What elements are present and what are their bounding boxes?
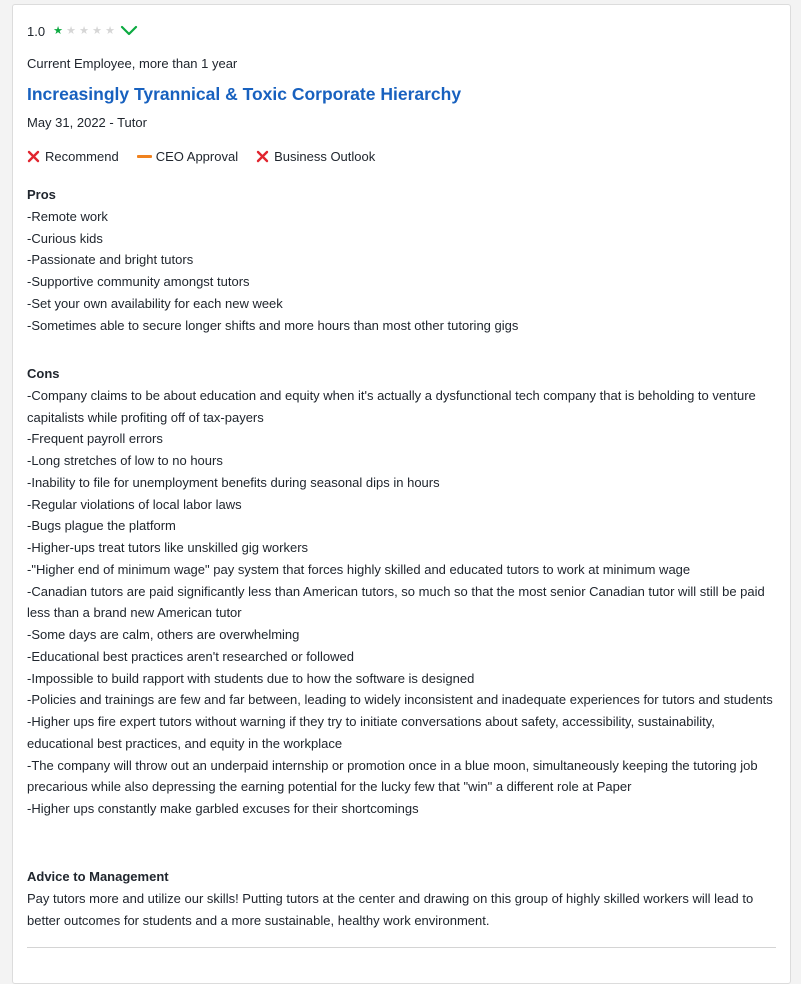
rating-row: [27, 22, 138, 40]
indicator-business-outlook: [256, 149, 375, 164]
list-item: -Long stretches of low to no hours: [27, 453, 223, 468]
indicator-label: CEO Approval: [155, 149, 239, 164]
star-rating: [52, 26, 116, 37]
indicator-ceo-approval: [137, 149, 238, 164]
pros-heading: Pros: [27, 187, 56, 202]
list-item: -Educational best practices aren't researched or followed: [27, 648, 354, 664]
pros-section: [27, 184, 776, 336]
review-title[interactable]: Increasingly Tyrannical & Toxic Corporate Hierarchy: [27, 84, 462, 104]
list-item: -Policies and trainings are few and far between, leading to widely inconsistent and inadequate experiences for tutors and students: [27, 692, 773, 708]
advice-text: Pay tutors more and utilize our skills! Putting tutors at the center and drawing on this group of highly skilled workers will lead to better outcomes for students and a more sustainable, healthy work environment.: [27, 890, 754, 928]
x-icon: [27, 150, 40, 163]
list-item: -"Higher end of minimum wage" pay system that forces highly skilled and educated tutors to work at minimum wage: [27, 561, 691, 577]
list-item: -Remote work: [27, 208, 108, 224]
list-item: -Regular violations of local labor laws: [27, 496, 242, 512]
star-icon: ★: [66, 24, 77, 37]
advice-section: [27, 866, 776, 931]
list-item: -Canadian tutors are paid significantly less than American tutors, so much so that the most senior Canadian tutor will still be paid less than a brand new American tutor: [27, 583, 765, 621]
list-item: -Higher ups constantly make garbled excuses for their shortcomings: [27, 801, 419, 816]
chevron-down-icon[interactable]: [120, 25, 138, 37]
list-item: -Inability to file for unemployment benefits during seasonal dips in hours: [27, 474, 440, 490]
cons-section: [27, 363, 776, 820]
x-icon: [256, 150, 269, 163]
list-item: -Passionate and bright tutors: [27, 252, 194, 268]
dash-icon: [137, 155, 152, 158]
star-icon: ★: [53, 24, 64, 37]
list-item: -The company will throw out an underpaid internship or promotion once in a blue moon, simultaneously keeping the tutoring job precarious while also depressing the earning potential for the lucky few that "win" a different role at Paper: [27, 757, 758, 795]
review-card: [12, 4, 791, 984]
list-item: -Sometimes able to secure longer shifts and more hours than most other tutoring gigs: [27, 317, 519, 333]
list-item: -Higher ups fire expert tutors without warning if they try to initiate conversations about safety, accessibility, sustainability, educational best practices, and equity in the workplace: [27, 714, 715, 751]
list-item: -Bugs plague the platform: [27, 518, 176, 534]
employment-status: Current Employee, more than 1 year: [27, 56, 238, 71]
indicator-label: Recommend: [45, 149, 119, 164]
review-date-role: May 31, 2022 - Tutor: [27, 115, 147, 130]
divider: [27, 947, 776, 948]
rating-indicators: [27, 149, 393, 164]
list-item: -Higher-ups treat tutors like unskilled gig workers: [27, 540, 309, 555]
list-item: -Set your own availability for each new week: [27, 295, 283, 311]
advice-heading: Advice to Management: [27, 869, 169, 884]
star-icon: ★: [105, 24, 116, 37]
list-item: -Some days are calm, others are overwhelming: [27, 627, 300, 642]
cons-heading: Cons: [27, 366, 60, 381]
rating-value: 1.0: [27, 23, 46, 39]
list-item: -Company claims to be about education and equity when it's actually a dysfunctional tech company that is beholding to venture capitalists while profiting off of tax-payers: [27, 387, 756, 425]
star-icon: ★: [79, 24, 90, 37]
list-item: -Impossible to build rapport with students due to how the software is designed: [27, 670, 475, 686]
indicator-label: Business Outlook: [274, 149, 376, 164]
list-item: -Supportive community amongst tutors: [27, 274, 250, 289]
cons-list: [27, 385, 776, 820]
list-item: -Frequent payroll errors: [27, 431, 163, 447]
indicator-recommend: [27, 149, 119, 164]
pros-list: [27, 206, 776, 337]
list-item: -Curious kids: [27, 230, 103, 246]
star-icon: ★: [92, 24, 103, 37]
